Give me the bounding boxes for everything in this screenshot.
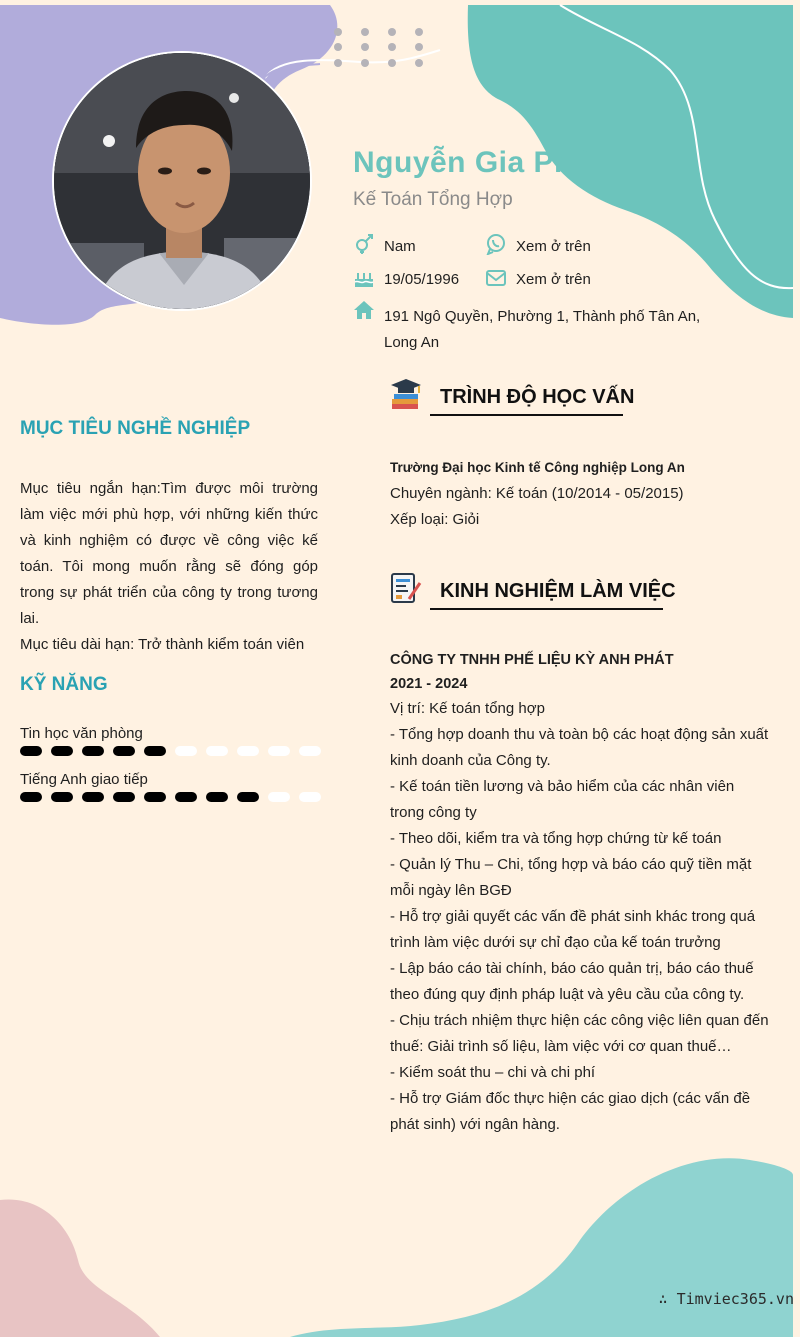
candidate-job-title: Kế Toán Tổng Hợp — [353, 189, 513, 210]
footer-brand: ∴ Timviec365.vn — [658, 1290, 794, 1308]
experience-title-underline — [430, 608, 663, 610]
skill-dot-empty — [299, 746, 321, 756]
phone-value: Xem ở trên — [516, 238, 591, 255]
work-report-icon — [389, 571, 423, 605]
education-grade: Xếp loại: Giỏi — [390, 511, 480, 528]
footer-brand-text: Timviec365.vn — [676, 1290, 794, 1308]
email-icon — [485, 267, 507, 289]
skill-dot-filled — [51, 792, 73, 802]
education-title: TRÌNH ĐỘ HỌC VẤN — [440, 386, 635, 408]
skill-name-office: Tin học văn phòng — [20, 725, 143, 742]
experience-duty: - Tổng hợp doanh thu và toàn bộ các hoạt động sản xuất kinh doanh của Công ty. — [390, 726, 769, 769]
education-content — [390, 455, 780, 533]
whatsapp-icon — [485, 233, 507, 255]
experience-company: CÔNG TY TNHH PHẾ LIỆU KỲ ANH PHÁT — [390, 652, 674, 668]
skill-rating-english — [20, 792, 320, 804]
experience-duty: - Lập báo cáo tài chính, báo cáo quản trị, báo cáo thuế theo đúng quy định pháp luật và yêu cầu của công ty. — [390, 960, 754, 1003]
gender-icon — [353, 233, 375, 255]
experience-duty: - Hỗ trợ giải quyết các vấn đề phát sinh khác trong quá trình làm việc dưới sự chỉ đạo của kế toán trưởng — [390, 908, 756, 951]
profile-photo-illustration — [54, 53, 312, 311]
skill-dot-empty — [206, 746, 228, 756]
teal-bottom-blob — [290, 1158, 793, 1337]
skill-dot-empty — [299, 792, 321, 802]
objective-short-term: Mục tiêu ngắn hạn:Tìm được môi trường làm việc mới phù hợp, với những kiến thức và kinh nghiệm có được về công việc kế toán. Tôi mong muốn rằng sẽ đóng góp trong sự phát triển của công ty trong tương lai. — [20, 480, 318, 627]
skill-name-english: Tiếng Anh giao tiếp — [20, 771, 148, 788]
skill-dot-filled — [206, 792, 228, 802]
skill-dot-filled — [175, 792, 197, 802]
objective-long-term: Mục tiêu dài hạn: Trở thành kiểm toán viên — [20, 636, 305, 653]
experience-content — [390, 648, 770, 1138]
candidate-name: Nguyễn Gia Phú — [353, 146, 592, 179]
experience-duty: - Chịu trách nhiệm thực hiện các công việc liên quan đến thuế: Giải trình số liệu, làm việc với cơ quan thuế… — [390, 1012, 769, 1055]
graduation-books-icon — [389, 377, 423, 411]
education-major: Chuyên ngành: Kế toán (10/2014 - 05/2015) — [390, 485, 684, 502]
email-value: Xem ở trên — [516, 271, 591, 288]
skill-dot-empty — [175, 746, 197, 756]
education-school: Trường Đại học Kinh tế Công nghiệp Long An — [390, 460, 685, 475]
skill-dot-filled — [20, 792, 42, 802]
birthday-value: 19/05/1996 — [384, 271, 460, 288]
address — [384, 304, 714, 356]
skill-dot-filled — [113, 792, 135, 802]
skill-rating-office — [20, 746, 320, 758]
skill-dot-filled — [82, 792, 104, 802]
skill-dot-filled — [20, 746, 42, 756]
education-title-underline — [430, 414, 623, 416]
skill-dot-empty — [237, 746, 259, 756]
profile-photo — [52, 51, 312, 311]
skills-title: KỸ NĂNG — [20, 674, 108, 695]
experience-duty: - Theo dõi, kiểm tra và tổng hợp chứng từ kế toán — [390, 830, 722, 847]
skill-dot-filled — [113, 746, 135, 756]
experience-title: KINH NGHIỆM LÀM VIỆC — [440, 580, 676, 602]
experience-period: 2021 - 2024 — [390, 676, 468, 692]
address-line-1: 191 Ngô Quyền, Phường 1, Thành phố Tân An, — [384, 308, 701, 325]
experience-duty: - Kế toán tiền lương và bảo hiểm của các nhân viên trong công ty — [390, 778, 735, 821]
home-icon — [353, 299, 375, 321]
objective-title: MỤC TIÊU NGHỀ NGHIỆP — [20, 418, 251, 439]
pink-bottom-blob — [0, 1199, 160, 1337]
skill-dot-empty — [268, 792, 290, 802]
gender-value: Nam — [384, 238, 416, 255]
skill-dot-filled — [51, 746, 73, 756]
skill-dot-empty — [268, 746, 290, 756]
skill-dot-filled — [237, 792, 259, 802]
objective-content — [20, 476, 318, 658]
skill-dot-filled — [144, 792, 166, 802]
skill-dot-filled — [82, 746, 104, 756]
experience-duty: - Kiểm soát thu – chi và chi phí — [390, 1064, 596, 1081]
skill-dot-filled — [144, 746, 166, 756]
experience-position: Vị trí: Kế toán tổng hợp — [390, 700, 545, 717]
address-line-2: Long An — [384, 334, 440, 351]
birthday-cake-icon — [353, 267, 375, 289]
experience-duty: - Hỗ trợ Giám đốc thực hiện các giao dịch (các vấn đề phát sinh) với ngân hàng. — [390, 1090, 751, 1133]
experience-duty: - Quản lý Thu – Chi, tổng hợp và báo cáo quỹ tiền mặt mỗi ngày lên BGĐ — [390, 856, 752, 899]
